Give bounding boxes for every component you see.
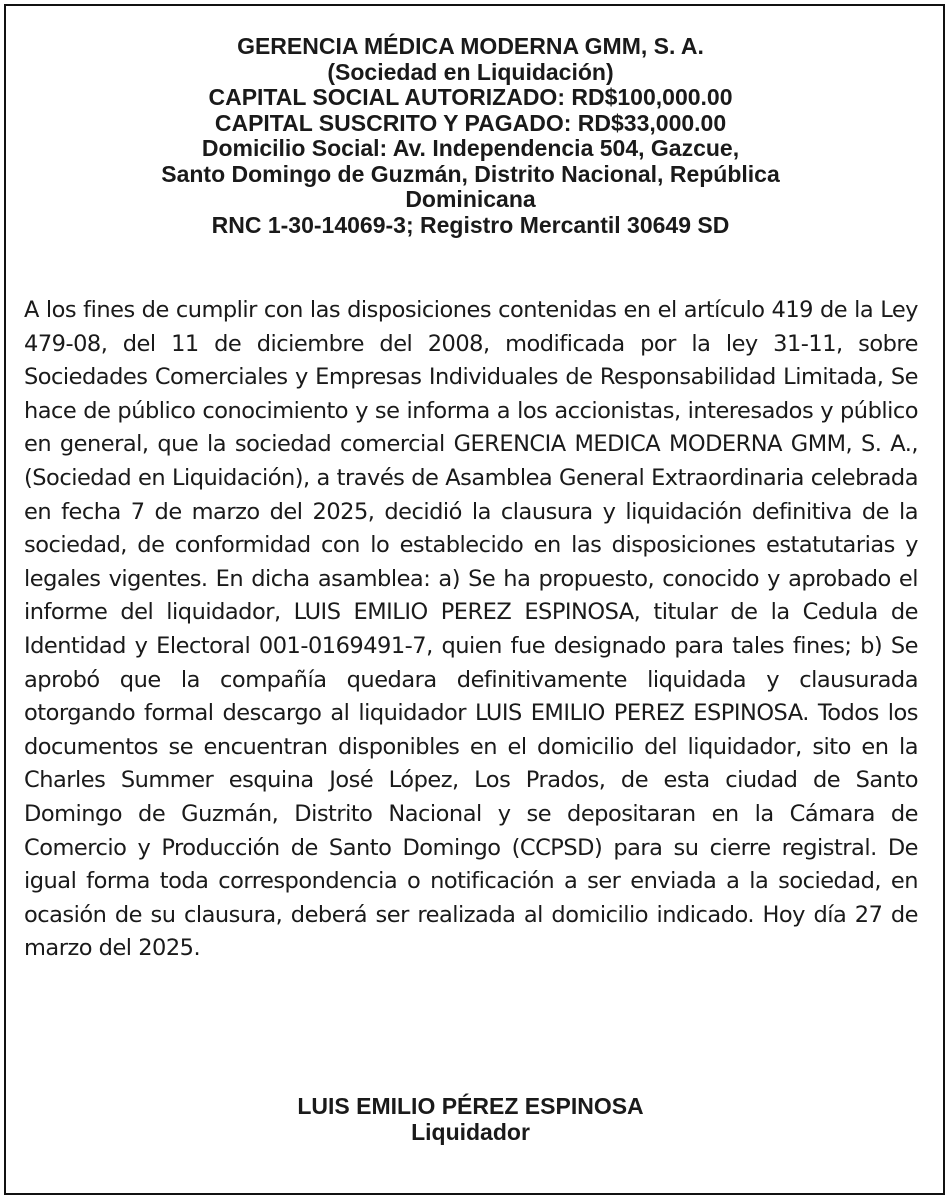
capital-authorized: CAPITAL SOCIAL AUTORIZADO: RD$100,000.00 [208,84,733,110]
registry-info: RNC 1-30-14069-3; Registro Mercantil 30649 SD [211,211,730,238]
capital-paid: CAPITAL SUSCRITO Y PAGADO: RD$33,000.00 [214,109,727,136]
address-line-2: Santo Domingo de Guzmán, Distrito Nacional, República [161,160,780,187]
signature-block [40,1093,901,1145]
address-line-3: Dominicana [405,186,536,212]
notice-header [40,34,901,238]
signatory-name: LUIS EMILIO PÉREZ ESPINOSA [297,1093,644,1119]
signatory-role: Liquidador [411,1119,530,1145]
address-line-1: Domicilio Social: Av. Independencia 504, Gazcue, [201,135,740,161]
company-status: (Sociedad en Liquidación) [327,58,614,85]
notice-body: A los fines de cumplir con las disposiciones contenidas en el artículo 419 de la Ley 479-08, del 11 de diciembre del 2008, modificada por la ley 31-11, sobre Sociedades Comerciales y Empresas Individuales de Responsabilidad Limitada, Se hace de público conocimiento y se informa a los accionistas, interesados y público en general, que la sociedad comercial GERENCIA MEDICA MODERNA GMM, S. A., (Sociedad en Liquidación), a través de Asamblea General Extraordinaria celebrada en fecha 7 de marzo del 2025, decidió la clausura y liquidación definitiva de la sociedad, de conformidad con lo establecido en las disposiciones estatutarias y legales vigentes. En dicha asamblea: a) Se ha propuesto, conocido y aprobado el informe del liquidador, LUIS EMILIO PEREZ ESPINOSA, titular de la Cedula de Identidad y Electoral 001-0169491-7, quien fue designado para tales fines; b) Se aprobó que la compañía quedara definitivamente liquidada y clausurada otorgando formal descargo al liquidador LUIS EMILIO PEREZ ESPINOSA. Todos los documentos se encuentran disponibles en el domicilio del liquidador, sito en la Charles Summer esquina José López, Los Prados, de esta ciudad de Santo Domingo de Guzmán, Distrito Nacional y se depositaran en la Cámara de Comercio y Producción de Santo Domingo (CCPSD) para su cierre registral. De igual forma toda correspondencia o notificación a ser enviada a la sociedad, en ocasión de su clausura, deberá ser realizada al domicilio indicado. Hoy día 27 de marzo del 2025. [24,297,918,962]
company-name: GERENCIA MÉDICA MODERNA GMM, S. A. [237,33,704,59]
